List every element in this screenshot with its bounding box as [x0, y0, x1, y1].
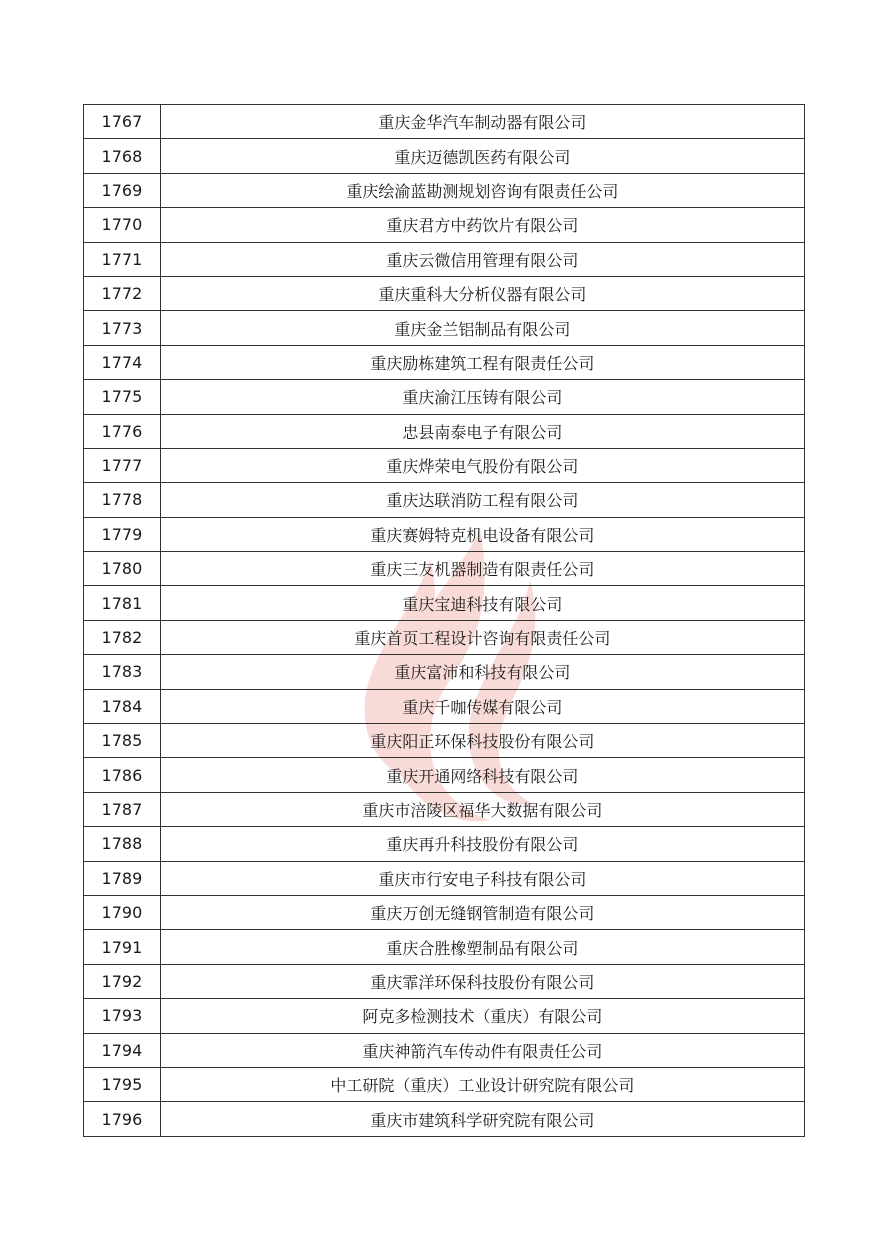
- row-number: 1771: [84, 242, 161, 276]
- row-number: 1776: [84, 414, 161, 448]
- row-number: 1774: [84, 345, 161, 379]
- row-number: 1793: [84, 999, 161, 1033]
- company-name: 重庆首页工程设计咨询有限责任公司: [160, 620, 804, 654]
- table-row: [84, 1102, 805, 1136]
- company-name: 重庆赛姆特克机电设备有限公司: [160, 517, 804, 551]
- row-number: 1790: [84, 895, 161, 929]
- company-name: 中工研院（重庆）工业设计研究院有限公司: [160, 1067, 804, 1101]
- row-number: 1767: [84, 105, 161, 139]
- table-row: [84, 792, 805, 826]
- company-name: 重庆君方中药饮片有限公司: [160, 208, 804, 242]
- table-row: [84, 276, 805, 310]
- company-name: 重庆宝迪科技有限公司: [160, 586, 804, 620]
- company-name: 重庆开通网络科技有限公司: [160, 758, 804, 792]
- table-row: [84, 552, 805, 586]
- company-name: 重庆励栋建筑工程有限责任公司: [160, 345, 804, 379]
- table-row: [84, 380, 805, 414]
- company-name: 重庆绘渝蓝勘测规划咨询有限责任公司: [160, 173, 804, 207]
- company-name: 重庆市涪陵区福华大数据有限公司: [160, 792, 804, 826]
- row-number: 1792: [84, 964, 161, 998]
- row-number: 1782: [84, 620, 161, 654]
- table-row: [84, 689, 805, 723]
- company-name: 阿克多检测技术（重庆）有限公司: [160, 999, 804, 1033]
- table-row: [84, 242, 805, 276]
- table-row: [84, 895, 805, 929]
- table-row: [84, 861, 805, 895]
- row-number: 1770: [84, 208, 161, 242]
- table-row: [84, 827, 805, 861]
- row-number: 1779: [84, 517, 161, 551]
- company-name: 重庆阳正环保科技股份有限公司: [160, 724, 804, 758]
- company-name: 重庆神箭汽车传动件有限责任公司: [160, 1033, 804, 1067]
- row-number: 1787: [84, 792, 161, 826]
- company-name: 重庆市行安电子科技有限公司: [160, 861, 804, 895]
- table-row: [84, 930, 805, 964]
- table-row: [84, 964, 805, 998]
- table-row: [84, 1033, 805, 1067]
- row-number: 1772: [84, 276, 161, 310]
- row-number: 1791: [84, 930, 161, 964]
- table-row: [84, 345, 805, 379]
- row-number: 1795: [84, 1067, 161, 1101]
- table-row: [84, 173, 805, 207]
- row-number: 1789: [84, 861, 161, 895]
- row-number: 1786: [84, 758, 161, 792]
- company-name: 重庆烨荣电气股份有限公司: [160, 448, 804, 482]
- table-row: [84, 414, 805, 448]
- company-name: 重庆万创无缝钢管制造有限公司: [160, 895, 804, 929]
- row-number: 1769: [84, 173, 161, 207]
- company-name: 重庆富沛和科技有限公司: [160, 655, 804, 689]
- table-row: [84, 311, 805, 345]
- company-name: 重庆合胜橡塑制品有限公司: [160, 930, 804, 964]
- company-name: 重庆云微信用管理有限公司: [160, 242, 804, 276]
- table-row: [84, 724, 805, 758]
- company-name: 重庆三友机器制造有限责任公司: [160, 552, 804, 586]
- company-name: 重庆市建筑科学研究院有限公司: [160, 1102, 804, 1136]
- table-row: [84, 758, 805, 792]
- row-number: 1780: [84, 552, 161, 586]
- company-name: 忠县南泰电子有限公司: [160, 414, 804, 448]
- company-name: 重庆千咖传媒有限公司: [160, 689, 804, 723]
- table-row: [84, 1067, 805, 1101]
- company-name: 重庆霏洋环保科技股份有限公司: [160, 964, 804, 998]
- table-row: [84, 139, 805, 173]
- table-row: [84, 208, 805, 242]
- company-name: 重庆再升科技股份有限公司: [160, 827, 804, 861]
- table-row: [84, 620, 805, 654]
- row-number: 1788: [84, 827, 161, 861]
- row-number: 1794: [84, 1033, 161, 1067]
- company-name: 重庆达联消防工程有限公司: [160, 483, 804, 517]
- table-row: [84, 105, 805, 139]
- row-number: 1781: [84, 586, 161, 620]
- table-row: [84, 448, 805, 482]
- row-number: 1784: [84, 689, 161, 723]
- row-number: 1775: [84, 380, 161, 414]
- company-name: 重庆渝江压铸有限公司: [160, 380, 804, 414]
- table-row: [84, 999, 805, 1033]
- row-number: 1785: [84, 724, 161, 758]
- table-row: [84, 517, 805, 551]
- table-row: [84, 483, 805, 517]
- row-number: 1796: [84, 1102, 161, 1136]
- row-number: 1783: [84, 655, 161, 689]
- row-number: 1773: [84, 311, 161, 345]
- row-number: 1768: [84, 139, 161, 173]
- row-number: 1778: [84, 483, 161, 517]
- table-row: [84, 586, 805, 620]
- company-name: 重庆重科大分析仪器有限公司: [160, 276, 804, 310]
- company-name: 重庆金华汽车制动器有限公司: [160, 105, 804, 139]
- row-number: 1777: [84, 448, 161, 482]
- company-name: 重庆迈德凯医药有限公司: [160, 139, 804, 173]
- company-name: 重庆金兰铝制品有限公司: [160, 311, 804, 345]
- company-list-table: [83, 104, 805, 1137]
- table-row: [84, 655, 805, 689]
